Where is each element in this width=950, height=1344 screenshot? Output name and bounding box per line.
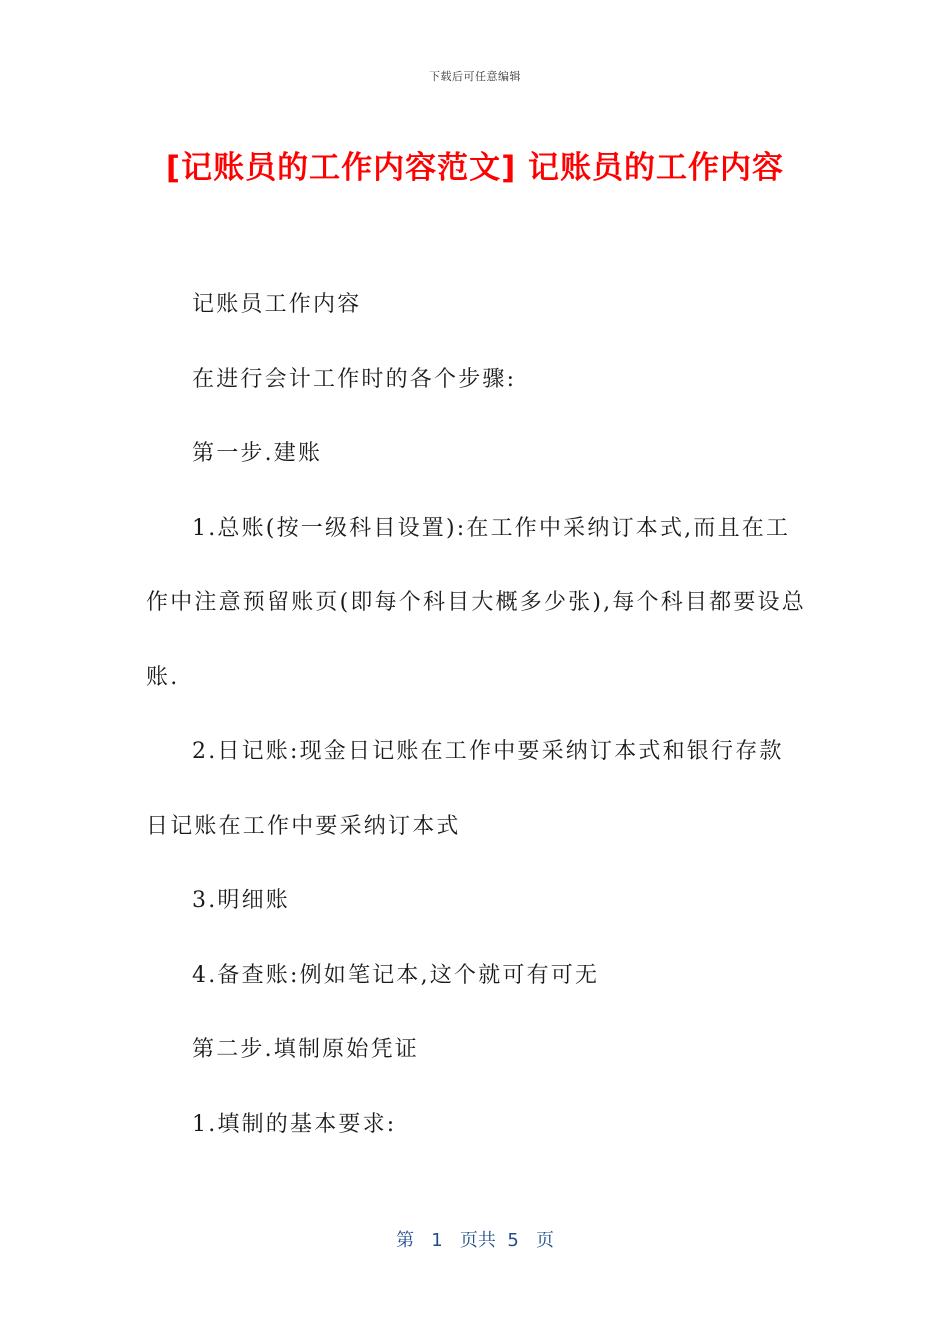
header-note: 下载后可任意编辑 (429, 70, 521, 83)
paragraph: 1.填制的基本要求: (192, 1111, 397, 1137)
page-footer (0, 1226, 950, 1252)
current-page-number: 1 (431, 1230, 443, 1251)
footer-middle: 页共 (459, 1230, 496, 1251)
paragraph: 3.明细账 (192, 888, 290, 913)
document-body (146, 268, 806, 1162)
footer-prefix: 第 (396, 1230, 415, 1251)
footer-suffix: 页 (535, 1230, 554, 1251)
paragraph: 在进行会计工作时的各个步骤: (192, 366, 517, 392)
paragraph: 第一步.建账 (192, 441, 323, 466)
paragraph: 记账员工作内容 (192, 292, 362, 317)
paragraph: 2.日记账:现金日记账在工作中要采纳订本式和银行存款日记账在工作中要采纳订本式 (146, 739, 784, 839)
paragraph: 第二步.填制原始凭证 (192, 1037, 419, 1062)
total-pages-number: 5 (507, 1230, 519, 1251)
document-title: [记账员的工作内容范文] 记账员的工作内容 (165, 150, 785, 186)
paragraph: 4.备查账:例如笔记本,这个就可有可无 (192, 962, 600, 988)
paragraph: 1.总账(按一级科目设置):在工作中采纳订本式,而且在工作中注意预留账页(即每个科目大概多少张),每个科目都要设总账. (146, 515, 806, 690)
